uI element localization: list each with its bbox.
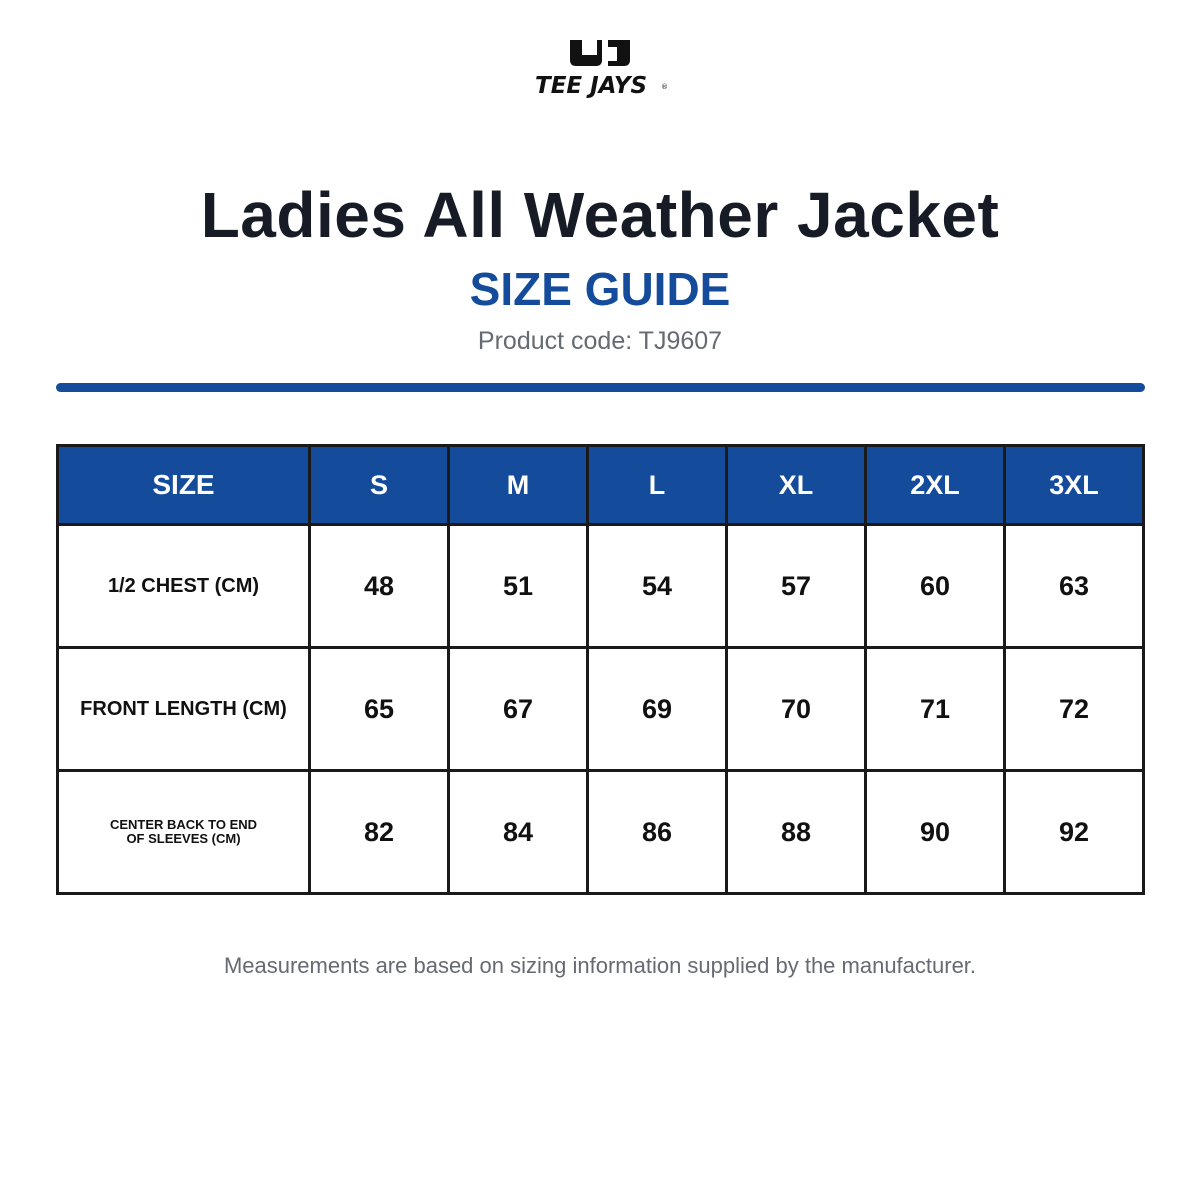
row-label-line-1: CENTER BACK TO END bbox=[109, 817, 258, 832]
header-cell-m: M bbox=[449, 446, 588, 525]
footer-note: Measurements are based on sizing information supplied by the manufacturer. bbox=[223, 953, 977, 978]
row-label-sleeve bbox=[58, 771, 310, 894]
header-cell-l: L bbox=[588, 446, 727, 525]
table-cell: 82 bbox=[310, 771, 449, 894]
table-row bbox=[58, 648, 1144, 771]
registered-mark: ® bbox=[661, 83, 668, 91]
page-title: Ladies All Weather Jacket bbox=[200, 179, 1000, 251]
product-code: Product code: TJ9607 bbox=[477, 327, 723, 355]
table-cell: 71 bbox=[866, 648, 1005, 771]
table-cell: 70 bbox=[727, 648, 866, 771]
table-row bbox=[58, 525, 1144, 648]
table-cell: 60 bbox=[866, 525, 1005, 648]
size-table bbox=[56, 444, 1145, 895]
brand-logo bbox=[530, 38, 670, 98]
table-cell: 86 bbox=[588, 771, 727, 894]
table-cell: 63 bbox=[1005, 525, 1144, 648]
header-cell-s: S bbox=[310, 446, 449, 525]
table-cell: 67 bbox=[449, 648, 588, 771]
page-subtitle: SIZE GUIDE bbox=[469, 263, 731, 315]
table-cell: 84 bbox=[449, 771, 588, 894]
table-cell: 92 bbox=[1005, 771, 1144, 894]
table-header-row bbox=[58, 446, 1144, 525]
table-cell: 48 bbox=[310, 525, 449, 648]
table-cell: 54 bbox=[588, 525, 727, 648]
logo-wordmark: TEE JAYS bbox=[535, 73, 648, 98]
table-cell: 65 bbox=[310, 648, 449, 771]
header-cell-size: SIZE bbox=[58, 446, 310, 525]
table-cell: 90 bbox=[866, 771, 1005, 894]
header-cell-3xl: 3XL bbox=[1005, 446, 1144, 525]
divider-rule bbox=[56, 383, 1145, 392]
row-label-line-2: OF SLEEVES (CM) bbox=[126, 831, 241, 846]
table-cell: 88 bbox=[727, 771, 866, 894]
header-cell-2xl: 2XL bbox=[866, 446, 1005, 525]
table-cell: 72 bbox=[1005, 648, 1144, 771]
table-row bbox=[58, 771, 1144, 894]
row-label-chest: 1/2 CHEST (CM) bbox=[58, 525, 310, 648]
table-cell: 69 bbox=[588, 648, 727, 771]
tj-monogram-icon bbox=[530, 38, 670, 98]
table-cell: 51 bbox=[449, 525, 588, 648]
header-cell-xl: XL bbox=[727, 446, 866, 525]
table-cell: 57 bbox=[727, 525, 866, 648]
row-label-front-length: FRONT LENGTH (CM) bbox=[58, 648, 310, 771]
